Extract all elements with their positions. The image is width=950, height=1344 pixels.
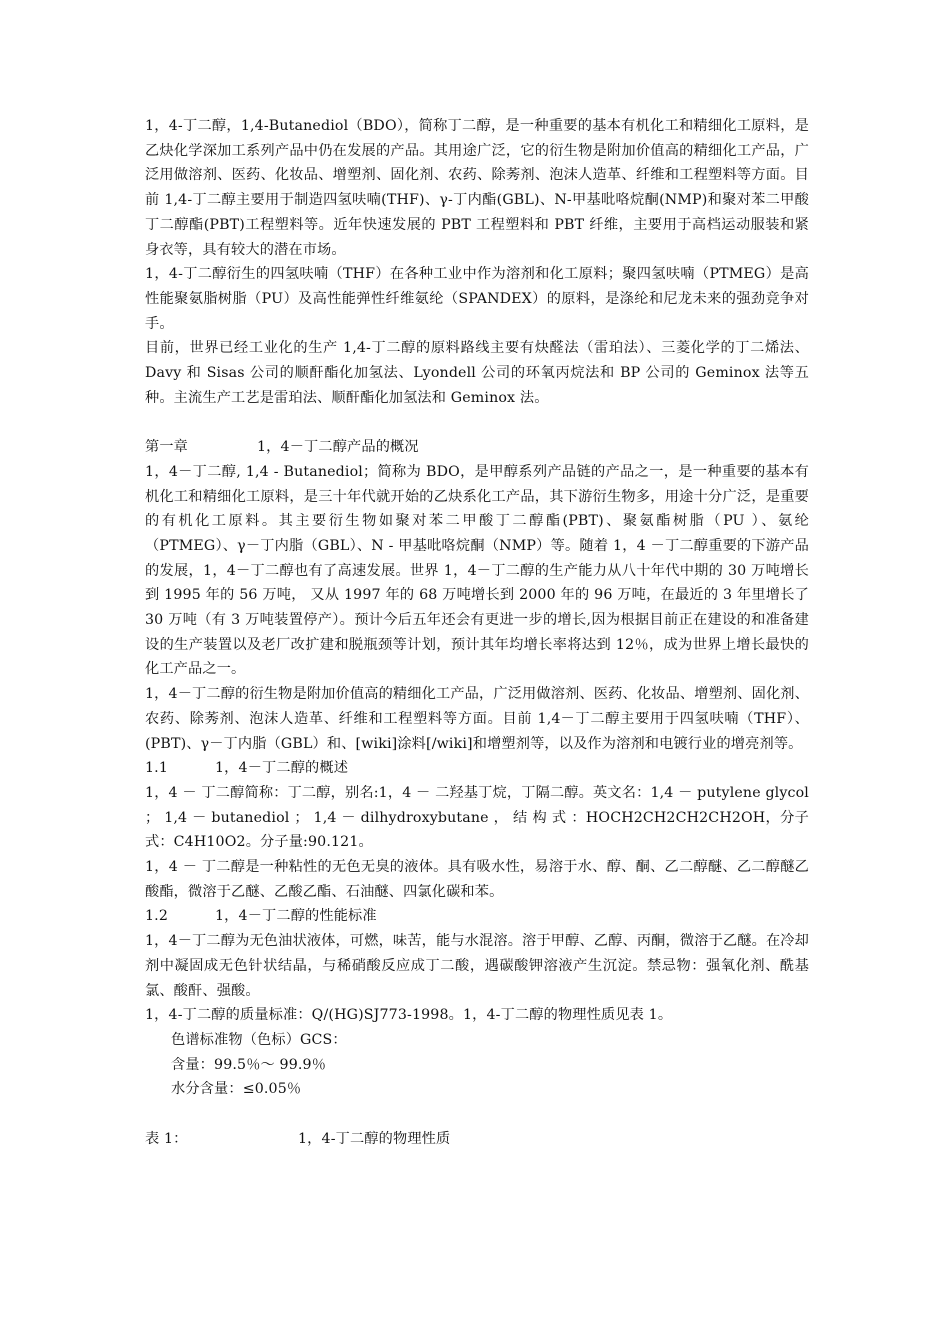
section-1-1-heading xyxy=(145,756,809,781)
section-1-2-number: 1.2 xyxy=(145,908,169,925)
section-1-1-paragraph-2: 1，4 － 丁二醇是一种粘性的无色无臭的液体。具有吸水性，易溶于水、醇、酮、乙二醇醚、乙二醇醚乙酸酯，微溶于乙醚、乙酸乙酯、石油醚、四氯化碳和苯。 xyxy=(145,859,809,900)
intro-paragraph-1: 1，4-丁二醇，1,4-Butanediol（BDO），简称丁二醇，是一种重要的基本有机化工和精细化工原料，是乙炔化学深加工系列产品中仍在发展的产品。其用途广泛，它的衍生物是附加价值高的精细化工产品，广泛用做溶剂、医药、化妆品、增塑剂、固化剂、农药、除莠剂、泡沫人造革、纤维和工程塑料等方面。目前 1,4-丁二醇主要用于制造四氢呋喃(THF)、γ-丁内酯(GBL)、N-甲基吡咯烷酮(NMP)和聚对苯二甲酸丁二醇酯(PBT)工程塑料等。近年快速发展的 PBT 工程塑料和 PBT 纤维，主要用于高档运动服装和紧身衣等，具有较大的潜在市场。 xyxy=(145,118,809,258)
section-1-1-number: 1.1 xyxy=(145,760,169,777)
standard-line: 水分含量：≤0.05％ xyxy=(171,1081,302,1098)
table-label: 表 1： xyxy=(145,1130,188,1147)
standard-line: 色谱标准物（色标）GCS： xyxy=(171,1032,347,1048)
intro-paragraph-2: 1，4-丁二醇衍生的四氢呋喃（THF）在各种工业中作为溶剂和化工原料；聚四氢呋喃（PTMEG）是高性能聚氨脂树脂（PU）及高性能弹性纤维氨纶（SPANDEX）的原料，是涤纶和尼龙未来的强劲竞争对手。 xyxy=(145,266,809,332)
blank-line xyxy=(145,1102,809,1127)
chapter-number: 第一章 xyxy=(145,439,189,456)
standard-line: 含量：99.5％～ 99.9％ xyxy=(171,1056,327,1073)
blank-line xyxy=(145,410,809,435)
chapter-heading xyxy=(145,435,809,460)
section-1-1-title: 1，4－丁二醇的概述 xyxy=(215,760,349,777)
section-1-2-paragraph-2: 1，4-丁二醇的质量标准：Q/(HG)SJ773-1998。1，4-丁二醇的物理性质见表 1。 xyxy=(145,1007,673,1024)
document-page xyxy=(145,114,809,1152)
table-title: 1，4-丁二醇的物理性质 xyxy=(298,1130,451,1147)
chapter-paragraph-2: 1，4－丁二醇的衍生物是附加价值高的精细化工产品，广泛用做溶剂、医药、化妆品、增塑剂、固化剂、农药、除莠剂、泡沫人造革、纤维和工程塑料等方面。目前 1,4－丁二醇主要用于四氢呋喃（THF）、(PBT)、γ－丁内脂（GBL）和、[wiki]涂料[/wiki]和增塑剂等，以及作为溶剂和电镀行业的增亮剂等。 xyxy=(145,686,809,752)
chapter-title: 1，4－丁二醇产品的概况 xyxy=(257,439,419,456)
intro-paragraph-3: 目前，世界已经工业化的生产 1,4-丁二醇的原料路线主要有炔醛法（雷珀法）、三菱化学的丁二烯法、Davy 和 Sisas 公司的顺酐酯化加氢法、Lyondell 公司的环氧丙烷法和 BP 公司的 Geminox 法等五种。主流生产工艺是雷珀法、顺酐酯化加氢法和 Geminox 法。 xyxy=(145,340,809,406)
section-1-2-paragraph-1: 1，4－丁二醇为无色油状液体，可燃，味苦，能与水混溶。溶于甲醇、乙醇、丙酮，微溶于乙醚。在冷却剂中凝固成无色针状结晶，与稀硝酸反应成丁二酸，遇碳酸钾溶液产生沉淀。禁忌物：强氧化剂、酰基氯、酸酐、强酸。 xyxy=(145,933,809,999)
chapter-paragraph-1: 1，4－丁二醇, 1,4 - Butanediol；简称为 BDO，是甲醇系列产品链的产品之一，是一种重要的基本有机化工和精细化工原料，是三十年代就开始的乙炔系化工产品，其下游衍生物多，用途十分广泛，是重要的有机化工原料。其主要衍生物如聚对苯二甲酸丁二醇酯(PBT)、聚氨酯树脂（PU ）、氨纶（PTMEG）、γ－丁内脂（GBL）、N - 甲基吡咯烷酮（NMP）等。随着 1，4 －丁二醇重要的下游产品的发展，1，4－丁二醇也有了高速发展。世界 1，4－丁二醇的生产能力从八十年代中期的 30 万吨增长到 1995 年的 56 万吨， 又从 1997 年的 68 万吨增长到 2000 年的 96 万吨，在最近的 3 年里增长了 30 万吨（有 3 万吨装置停产）。预计今后五年还会有更进一步的增长,因为根据目前正在建设的和准备建设的生产装置以及老厂改扩建和脱瓶颈等计划，预计其年均增长率将达到 12％，成为世界上增长最快的化工产品之一。 xyxy=(145,463,809,678)
section-1-2-title: 1，4－丁二醇的性能标准 xyxy=(215,908,377,925)
table-caption xyxy=(145,1127,809,1152)
section-1-2-heading xyxy=(145,904,809,929)
section-1-1-paragraph-1: 1，4 － 丁二醇简称：丁二醇，别名:1，4 － 二羟基丁烷，丁隔二醇。英文名：1,4 － putylene glycol ； 1,4 － butanediol ； 1,4 － dilhydroxybutane ， 结 构 式 ：HOCH2CH2CH2CH2OH，分子式：C4H10O2。分子量:90.121。 xyxy=(145,784,809,851)
